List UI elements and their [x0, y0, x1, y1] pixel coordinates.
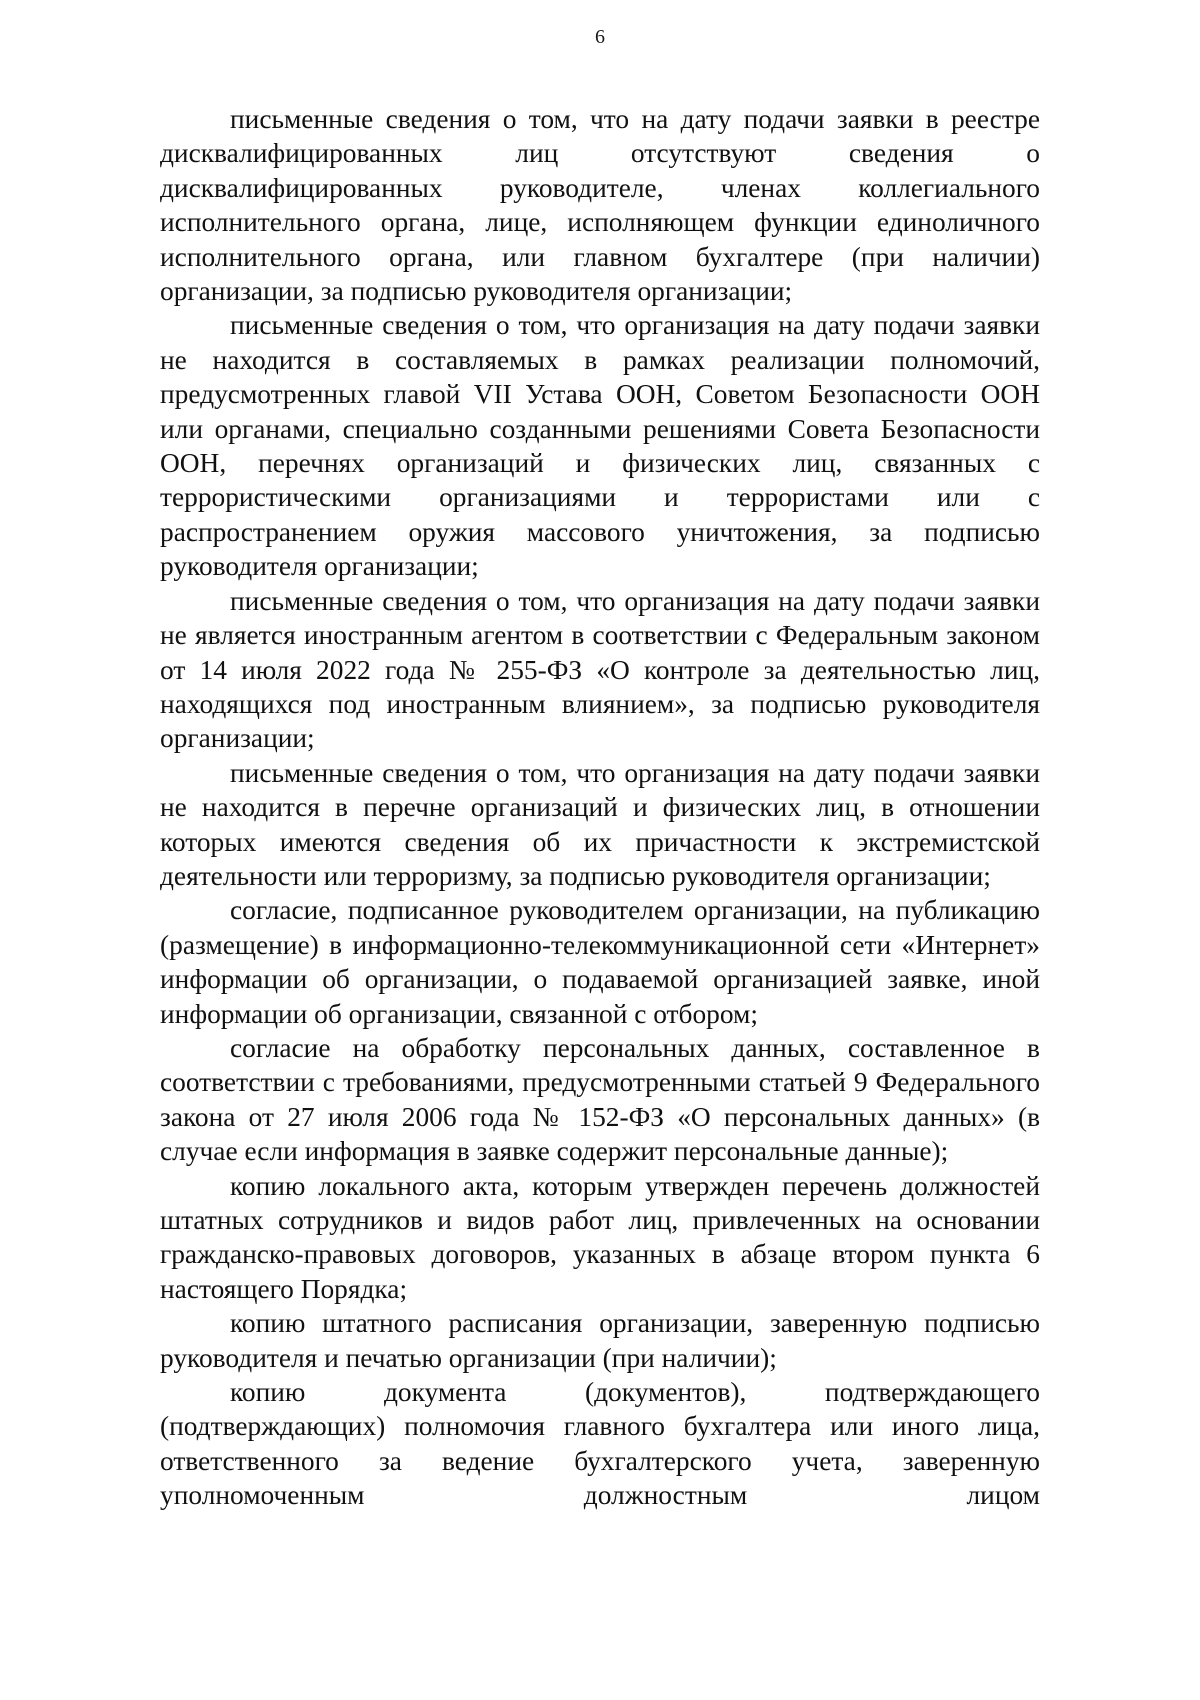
- paragraph-foreign-agent: письменные сведения о том, что организация на дату подачи заявки не является иностранным агентом в соответствии с Федеральным законом от 14 июля 2022 года № 255-ФЗ «О контроле за деятельностью лиц, находящихся под иностранным влиянием», за подписью руководителя организации;: [160, 585, 1040, 754]
- paragraph-personal-data-consent: согласие на обработку персональных данных, составленное в соответствии с требованиями, предусмотренными статьей 9 Федерального закона от 27 июля 2006 года № 152-ФЗ «О персональных данных» (в случае если информация в заявке содержит персональные данные);: [160, 1032, 1040, 1167]
- paragraph-accountant-authority-copy: копию документа (документов), подтверждающего (подтверждающих) полномочия главного бухгалтера или иного лица, ответственного за ведение бухгалтерского учета, заверенную уполномоченным должностным лицом: [160, 1377, 1040, 1511]
- paragraph-staff-schedule-copy: копию штатного расписания организации, заверенную подписью руководителя и печатью организации (при наличии);: [160, 1308, 1040, 1373]
- paragraph-disqualified-persons: письменные сведения о том, что на дату подачи заявки в реестре дисквалифицированных лиц отсутствуют сведения о дисквалифицированных руководителе, членах коллегиального исполнительного органа, лице, исполняющем функции единоличного исполнительного органа, или главном бухгалтере (при наличии) организации, за подписью руководителя организации;: [160, 104, 1040, 307]
- paragraph-publication-consent: согласие, подписанное руководителем организации, на публикацию (размещение) в информационно-телекоммуникационной сети «Интернет» информации об организации, о подаваемой организацией заявке, иной информации об организации, связанной с отбором;: [160, 895, 1040, 1029]
- page-number: 6: [595, 26, 605, 48]
- paragraph-un-sanctions-lists: письменные сведения о том, что организация на дату подачи заявки не находится в составляемых в рамках реализации полномочий, предусмотренных главой VII Устава ООН, Советом Безопасности ООН или органами, специально созданными решениями Совета Безопасности ООН, перечнях организаций и физических лиц, связанных с террористическими организациями и террористами или с распространением оружия массового уничтожения, за подписью руководителя организации;: [160, 310, 1040, 582]
- paragraph-local-act-copy: копию локального акта, которым утвержден перечень должностей штатных сотрудников и видов работ лиц, привлеченных на основании гражданско-правовых договоров, указанных в абзаце втором пункта 6 настоящего Порядка;: [160, 1170, 1040, 1304]
- paragraph-extremism-list: письменные сведения о том, что организация на дату подачи заявки не находится в перечне организаций и физических лиц, в отношении которых имеются сведения об их причастности к экстремистской деятельности или терроризму, за подписью руководителя организации;: [160, 757, 1040, 891]
- document-body: [160, 102, 1040, 1513]
